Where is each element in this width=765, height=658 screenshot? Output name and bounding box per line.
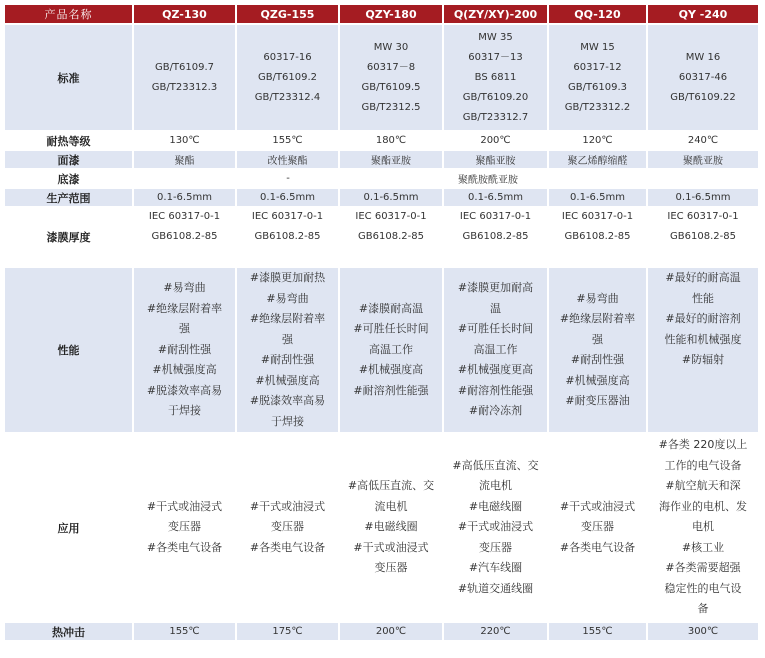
row-application bbox=[5, 434, 758, 621]
standard-cell bbox=[134, 25, 235, 130]
cell-line: #各类需要超强 bbox=[665, 561, 741, 575]
cell-line: #最好的耐溶剂 bbox=[665, 312, 741, 325]
row-film-thickness bbox=[5, 208, 758, 266]
cell-line: GB6108.2-85 bbox=[358, 231, 424, 242]
cell-line: GB/T23312.3 bbox=[151, 81, 218, 93]
performance-cell bbox=[444, 268, 547, 432]
row-label: 应用 bbox=[5, 434, 132, 621]
cell-line: GB6108.2-85 bbox=[670, 231, 736, 242]
cell-line: #核工业 bbox=[681, 540, 725, 554]
cell-line: 流电机 bbox=[479, 479, 512, 493]
performance-cell bbox=[134, 268, 235, 432]
thermal-shock-cell: 200℃ bbox=[340, 623, 442, 640]
standard-cell bbox=[237, 25, 338, 130]
cell-line: #易弯曲 bbox=[266, 291, 309, 305]
cell-line: GB6108.2-85 bbox=[254, 231, 321, 242]
cell-line: 于焊接 bbox=[271, 414, 304, 428]
header-model: QZY-180 bbox=[340, 5, 442, 23]
header-model: QY -240 bbox=[648, 5, 758, 23]
standard-cell bbox=[648, 25, 758, 130]
performance-cell bbox=[340, 268, 442, 432]
topcoat-cell: 聚乙烯醇缩醛 bbox=[549, 151, 646, 168]
cell-line: #绝缘层附着率 bbox=[249, 312, 326, 325]
cell-line: #漆膜耐高温 bbox=[358, 301, 424, 315]
cell-line: MW 16 bbox=[685, 51, 721, 63]
row-label: 耐热等级 bbox=[5, 132, 132, 149]
cell-line: #干式或油浸式 bbox=[249, 499, 326, 513]
row-label: 标准 bbox=[5, 25, 132, 130]
range-cell: 0.1-6.5mm bbox=[134, 189, 235, 206]
performance-cell bbox=[237, 268, 338, 432]
cell-line: GB/T6109.20 bbox=[462, 91, 529, 103]
heat-class-cell: 180℃ bbox=[340, 132, 442, 149]
cell-line: #漆膜更加耐热 bbox=[249, 271, 326, 284]
cell-line: #汽车线圈 bbox=[468, 561, 523, 575]
cell-line: 于焊接 bbox=[168, 404, 201, 418]
standard-cell bbox=[549, 25, 646, 130]
thermal-shock-cell: 220℃ bbox=[444, 623, 547, 640]
heat-class-cell: 200℃ bbox=[444, 132, 547, 149]
row-heat-class bbox=[5, 132, 758, 149]
cell-line: #耐刮性强 bbox=[570, 353, 625, 366]
cell-line: #绝缘层附着率 bbox=[559, 312, 636, 325]
cell-line: IEC 60317-0-1 bbox=[561, 211, 634, 222]
thermal-shock-cell: 155℃ bbox=[134, 623, 235, 640]
cell-line: #机械强度高 bbox=[565, 373, 630, 387]
row-production-range bbox=[5, 189, 758, 206]
cell-line: GB/T6109.2 bbox=[257, 71, 318, 83]
cell-line: 变压器 bbox=[271, 520, 304, 534]
standard-cell bbox=[340, 25, 442, 130]
cell-line: 温 bbox=[490, 301, 501, 315]
cell-line: GB/T6109.3 bbox=[567, 81, 628, 93]
cell-line: GB/T6109.22 bbox=[670, 91, 736, 103]
row-label: 漆膜厚度 bbox=[5, 208, 132, 266]
cell-line: #脱漆效率高易 bbox=[146, 383, 223, 397]
application-cell bbox=[340, 434, 442, 621]
standard-cell bbox=[444, 25, 547, 130]
performance-cell bbox=[648, 268, 758, 432]
application-cell bbox=[134, 434, 235, 621]
range-cell: 0.1-6.5mm bbox=[237, 189, 338, 206]
thickness-cell bbox=[549, 208, 646, 266]
cell-line: 60317-46 bbox=[678, 71, 728, 83]
cell-line: 60317-16 bbox=[263, 51, 312, 63]
cell-line: 变压器 bbox=[479, 540, 512, 554]
cell-line: GB/T6109.7 bbox=[154, 61, 215, 73]
cell-line: #可胜任长时间 bbox=[457, 322, 534, 336]
thermal-shock-cell: 155℃ bbox=[549, 623, 646, 640]
header-row bbox=[5, 5, 758, 23]
cell-line: 性能 bbox=[692, 291, 714, 305]
application-cell bbox=[444, 434, 547, 621]
cell-line: #各类电气设备 bbox=[146, 540, 223, 554]
cell-line: #各类电气设备 bbox=[559, 540, 636, 554]
cell-line: GB/T23312.7 bbox=[462, 111, 529, 123]
cell-line: 工作的电气设备 bbox=[664, 458, 742, 472]
cell-line: GB/T2312.5 bbox=[361, 101, 421, 113]
cell-line: #最好的耐高温 bbox=[665, 271, 741, 284]
cell-line: 变压器 bbox=[168, 520, 201, 534]
cell-line: 电机 bbox=[692, 520, 714, 534]
cell-line: #干式或油浸式 bbox=[559, 499, 636, 513]
cell-line: #耐变压器油 bbox=[565, 394, 630, 407]
cell-line: GB6108.2-85 bbox=[151, 231, 218, 242]
cell-line: IEC 60317-0-1 bbox=[667, 211, 739, 222]
cell-line: GB6108.2-85 bbox=[462, 231, 529, 242]
heat-class-cell: 130℃ bbox=[134, 132, 235, 149]
cell-line: #耐刮性强 bbox=[157, 342, 212, 356]
cell-line: 性能和机械强度 bbox=[664, 332, 742, 346]
cell-line: GB/T23312.4 bbox=[254, 91, 321, 103]
thickness-cell bbox=[444, 208, 547, 266]
topcoat-cell: 改性聚酯 bbox=[237, 151, 338, 168]
basecoat-span-a: - bbox=[134, 170, 442, 187]
cell-line: 高温工作 bbox=[369, 342, 413, 356]
application-cell bbox=[237, 434, 338, 621]
cell-line: IEC 60317-0-1 bbox=[251, 211, 324, 222]
topcoat-cell: 聚酯亚胺 bbox=[444, 151, 547, 168]
row-standard bbox=[5, 25, 758, 130]
cell-line: #干式或油浸式 bbox=[146, 499, 223, 513]
cell-line: GB6108.2-85 bbox=[564, 231, 631, 242]
spec-table bbox=[3, 3, 760, 642]
cell-line: #可胜任长时间 bbox=[353, 322, 429, 336]
cell-line: #耐溶剂性能强 bbox=[457, 383, 534, 397]
range-cell: 0.1-6.5mm bbox=[648, 189, 758, 206]
cell-line: #机械强度更高 bbox=[457, 363, 534, 377]
thickness-cell bbox=[237, 208, 338, 266]
header-product-name: 产品名称 bbox=[5, 5, 132, 23]
cell-line: #易弯曲 bbox=[163, 281, 206, 295]
cell-line: 变压器 bbox=[581, 520, 614, 534]
application-cell bbox=[648, 434, 758, 621]
thickness-cell bbox=[340, 208, 442, 266]
cell-line: IEC 60317-0-1 bbox=[355, 211, 427, 222]
cell-line: BS 6811 bbox=[474, 71, 517, 83]
row-label: 热冲击 bbox=[5, 623, 132, 640]
cell-line: #高低压直流、交 bbox=[347, 479, 435, 493]
header-model: Q(ZY/XY)-200 bbox=[444, 5, 547, 23]
header-model: QQ-120 bbox=[549, 5, 646, 23]
basecoat-span-b: 聚酰胺酰亚胺 bbox=[444, 170, 758, 187]
range-cell: 0.1-6.5mm bbox=[340, 189, 442, 206]
row-label: 面漆 bbox=[5, 151, 132, 168]
cell-line: #电磁线圈 bbox=[364, 520, 418, 534]
cell-line: #航空航天和深 bbox=[665, 479, 741, 493]
row-basecoat bbox=[5, 170, 758, 187]
cell-line: 备 bbox=[697, 602, 709, 616]
cell-line: #耐冷冻剂 bbox=[468, 404, 523, 418]
performance-cell bbox=[549, 268, 646, 432]
cell-line: 变压器 bbox=[374, 561, 408, 575]
cell-line: #绝缘层附着率 bbox=[146, 301, 223, 315]
heat-class-cell: 120℃ bbox=[549, 132, 646, 149]
heat-class-cell: 155℃ bbox=[237, 132, 338, 149]
cell-line: IEC 60317-0-1 bbox=[459, 211, 532, 222]
topcoat-cell: 聚酰亚胺 bbox=[648, 151, 758, 168]
cell-line: 稳定性的电气设 bbox=[664, 581, 742, 595]
cell-line: #机械强度高 bbox=[152, 363, 217, 377]
cell-line: MW 30 bbox=[373, 41, 409, 53]
cell-line: #各类 220度以上 bbox=[658, 438, 748, 452]
cell-line: MW 15 bbox=[580, 41, 615, 53]
cell-line: #各类电气设备 bbox=[249, 540, 326, 554]
cell-line: #干式或油浸式 bbox=[353, 540, 429, 554]
cell-line: 60317－8 bbox=[366, 61, 416, 73]
header-model: QZG-155 bbox=[237, 5, 338, 23]
cell-line: 60317-12 bbox=[573, 61, 622, 73]
cell-line: #耐刮性强 bbox=[260, 353, 315, 366]
range-cell: 0.1-6.5mm bbox=[549, 189, 646, 206]
thermal-shock-cell: 175℃ bbox=[237, 623, 338, 640]
cell-line: 海作业的电机、发 bbox=[659, 499, 747, 513]
row-thermal-shock bbox=[5, 623, 758, 640]
heat-class-cell: 240℃ bbox=[648, 132, 758, 149]
cell-line: IEC 60317-0-1 bbox=[148, 211, 221, 222]
cell-line: #机械强度高 bbox=[358, 363, 424, 377]
topcoat-cell: 聚酯亚胺 bbox=[340, 151, 442, 168]
row-label: 生产范围 bbox=[5, 189, 132, 206]
row-label: 性能 bbox=[5, 268, 132, 432]
cell-line: #耐溶剂性能强 bbox=[353, 383, 429, 397]
header-model: QZ-130 bbox=[134, 5, 235, 23]
cell-line: GB/T6109.5 bbox=[361, 81, 421, 93]
cell-line: MW 35 bbox=[478, 31, 513, 43]
cell-line: #电磁线圈 bbox=[468, 499, 523, 513]
cell-line: #漆膜更加耐高 bbox=[457, 281, 534, 295]
cell-line: #防辐射 bbox=[681, 353, 725, 366]
cell-line: GB/T23312.2 bbox=[564, 101, 631, 113]
cell-line: 流电机 bbox=[374, 499, 408, 513]
cell-line: 高温工作 bbox=[473, 342, 518, 356]
cell-line: #轨道交通线圈 bbox=[457, 581, 534, 595]
cell-line: 60317－13 bbox=[468, 51, 523, 63]
cell-line: #易弯曲 bbox=[576, 291, 619, 305]
row-topcoat bbox=[5, 151, 758, 168]
thickness-cell bbox=[648, 208, 758, 266]
thickness-cell bbox=[134, 208, 235, 266]
thermal-shock-cell: 300℃ bbox=[648, 623, 758, 640]
topcoat-cell: 聚酯 bbox=[134, 151, 235, 168]
cell-line: 强 bbox=[592, 332, 603, 346]
cell-line: #高低压直流、交 bbox=[452, 458, 539, 472]
row-label: 底漆 bbox=[5, 170, 132, 187]
cell-line: #干式或油浸式 bbox=[457, 520, 534, 534]
cell-line: #脱漆效率高易 bbox=[249, 394, 326, 407]
range-cell: 0.1-6.5mm bbox=[444, 189, 547, 206]
cell-line: 强 bbox=[282, 332, 293, 346]
cell-line: 强 bbox=[179, 322, 190, 336]
row-performance bbox=[5, 268, 758, 432]
application-cell bbox=[549, 434, 646, 621]
cell-line: #机械强度高 bbox=[255, 373, 320, 387]
